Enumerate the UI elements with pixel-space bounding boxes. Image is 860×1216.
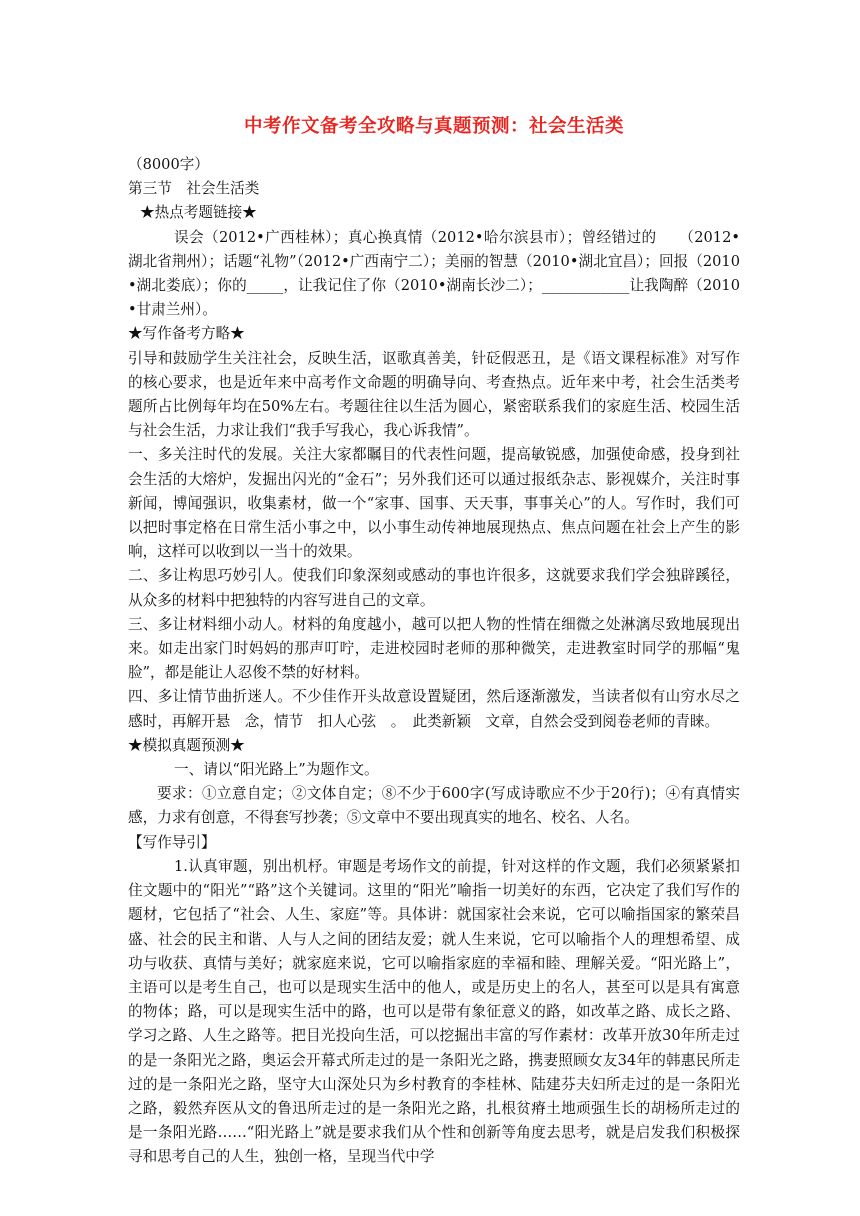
section-heading: 第三节 社会生活类 (128, 180, 260, 198)
document-page (128, 114, 740, 1170)
strategy-heading: ★写作备考方略★ (128, 325, 245, 343)
word-count: （8000字） (128, 156, 209, 173)
strategy-intro: 引导和鼓励学生关注社会，反映生活，讴歌真善美，针砭假恶丑，是《语文课程标准》对写作的核心要求，也是近年来中高考作文命题的明确导向、考查热点。近年来中考，社会生活类考题所占比例每年均在50%左右。考题往往以生活为圆心，紧密联系我们的家庭生活、校园生活与社会生活，力求让我们“我手写我心，我心诉我情”。 (128, 349, 740, 440)
strategy-point-3: 三、多让材料细小动人。材料的角度越小，越可以把人物的性情在细微之处淋漓尽致地展现出来。如走出家门时妈妈的那声叮咛，走进校园时老师的那种微笑，走进教室时同学的那幅“鬼脸”，都是能让人忍俊不禁的好材料。 (128, 615, 740, 682)
strategy-point-2: 二、多让构思巧妙引人。使我们印象深刻或感动的事也许很多，这就要求我们学会独辟蹊径，从众多的材料中把独特的内容写进自己的文章。 (128, 567, 740, 609)
prediction-heading: ★模拟真题预测★ (128, 736, 245, 754)
hot-topics-heading: ★热点考题链接★ (140, 204, 257, 222)
question-1: 一、请以“阳光路上”为题作文。 (174, 761, 379, 779)
guide-heading: 【写作导引】 (128, 833, 216, 851)
strategy-point-1: 一、多关注时代的发展。关注大家都瞩目的代表性问题，提高敏锐感，加强使命感，投身到社会生活的大熔炉，发掘出闪光的“金石”；另外我们还可以通过报纸杂志、影视媒介，关注时事新闻，博闻强识，收集素材，做一个“家事、国事、天天事，事事关心”的人。写作时，我们可以把时事定格在日常生活小事之中，以小事生动传神地展现热点、焦点问题在社会上产生的影响，这样可以收到以一当十的效果。 (128, 446, 740, 561)
strategy-point-4: 四、多让情节曲折迷人。不少佳作开头故意设置疑团，然后逐渐激发，当读者似有山穷水尽之感时，再解开悬 念，情节 扣人心弦 。 此类新颖 文章，自然会受到阅卷老师的青睐。 (128, 688, 740, 730)
guide-text: 1.认真审题，别出机杼。审题是考场作文的前提，针对这样的作文题，我们必须紧紧扣住文题中的“阳光”“路”这个关键词。这里的“阳光”喻指一切美好的东西，它决定了我们写作的题材，它包括了“社会、人生、家庭”等。具体讲：就国家社会来说，它可以喻指国家的繁荣昌盛、社会的民主和谐、人与人之间的团结友爱；就人生来说，它可以喻指个人的理想希望、成功与收获、真情与美好；就家庭来说，它可以喻指家庭的幸福和睦、理解关爱。“阳光路上”，主语可以是考生自己，也可以是现实生活中的他人，或是历史上的名人，甚至可以是具有寓意的物体；路，可以是现实生活中的路，也可以是带有象征意义的路，如改革之路、成长之路、学习之路、人生之路等。把目光投向生活，可以挖掘出丰富的写作素材：改革开放30年所走过的是一条阳光之路，奥运会开幕式所走过的是一条阳光之路，携妻照顾女友34年的韩惠民所走过的是一条阳光之路，坚守大山深处只为乡村教育的李桂林、陆建芬夫妇所走过的是一条阳光之路，毅然弃医从文的鲁迅所走过的是一条阳光之路，扎根贫瘠土地顽强生长的胡杨所走过的是一条阳光路……“阳光路上”就是要求我们从个性和创新等角度去思考，就是启发我们积极探寻和思考自己的人生，独创一格，呈现当代中学 (128, 857, 740, 1166)
document-title: 中考作文备考全攻略与真题预测：社会生活类 (243, 116, 624, 137)
question-requirements: 要求：①立意自定；②文体自定；⑧不少于600字(写成诗歌应不少于20行)；④有真情实感，力求有创意，不得套写抄袭；⑤文章中不要出现真实的地名、校名、人名。 (128, 785, 740, 827)
hot-topics-text: 误会（2012•广西桂林）；真心换真情（2012•哈尔滨县市）；曾经错过的 （2012•湖北省荆州）；话题“礼物”（2012•广西南宁二）；美丽的智慧（2010•湖北宜昌）；回报（2010•湖北娄底）；你的_____，让我记住了你（2010•湖南长沙二）；____________让我陶醉（2010•甘肃兰州）。 (128, 228, 740, 319)
